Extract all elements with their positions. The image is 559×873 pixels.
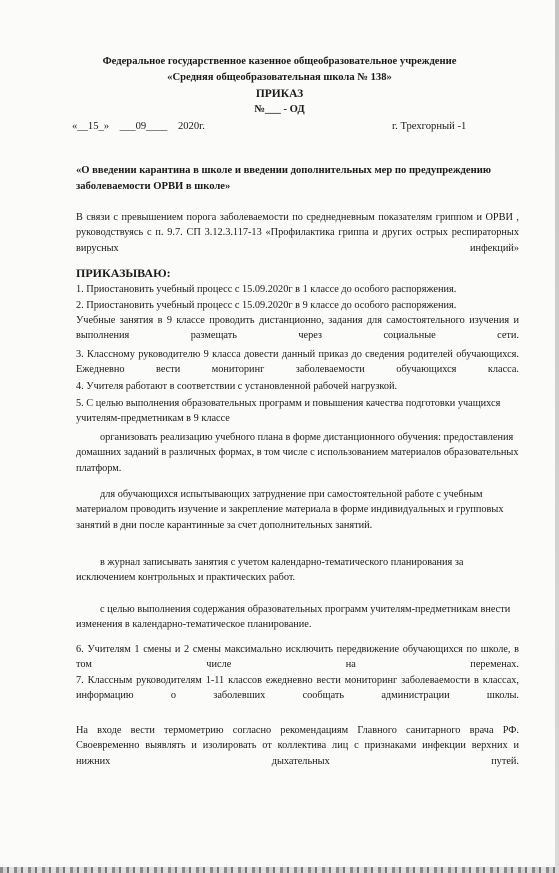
scan-right-edge [555,0,559,873]
item-2-details: Учебные занятия в 9 классе проводить дистанционно, задания для самостоятельного изучения и выполнения размещать через социальные сети. [76,315,519,342]
order-subject: «О введении карантина в школе и введении дополнительных мер по предупреждению заболеваемости ОРВИ в школе» [76,165,491,192]
order-date: «__15_» ___09____ 2020г. [72,121,205,132]
city: г. Трехгорный -1 [392,121,467,132]
item-5-curriculum: с целью выполнения содержания образовательных программ учителям-предметникам внести изменения в календарно-тематическое планирование. [76,604,511,631]
preamble: В связи с превышением порога заболеваемости по среднедневным показателям гриппом и ОРВИ , руководствуясь с п. 9.7. СП 3.12.3.117-13 «Профилактика гриппа и других острых респираторных вирусных инфекций» [76,212,519,254]
item-5-journal: в журнал записывать занятия с учетом календарно-тематического планирования за исключением контрольных и практических работ. [76,557,464,584]
item-5: 5. С целью выполнения образовательных программ и повышения качества подготовки учащихся учителям-предметникам в 9 классе [76,398,501,425]
date-line [72,121,492,132]
item-4: 4. Учителя работают в соответствии с установленной рабочей нагрузкой. [76,381,398,392]
item-7: 7. Классным руководителям 1-11 классов ежедневно вести мониторинг заболеваемости в классах, информацию о заболевших сообщать администрации школы. [76,675,519,702]
item-5-distance-learning: организовать реализацию учебного плана в форме дистанционного обучения: предоставления домашних заданий в различных формах, в том числе с использованием материалов образовательных платформ. [76,432,519,474]
item-3: 3. Классному руководителю 9 класса довести данный приказ до сведения родителей обучающихся. Ежедневно вести мониторинг заболеваемости обучающихся класса. [76,349,519,376]
order-number: №___ - ОД [254,104,305,115]
item-8-thermometry: На входе вести термометрию согласно рекомендациям Главного санитарного врача РФ. Своевременно выявлять и изолировать от коллектива лиц с признаками инфекции верхних и нижних дыхательных путей. [76,725,519,767]
item-6: 6. Учителям 1 смены и 2 смены максимально исключить передвижение обучающихся по школе, в том числе на переменах. [76,644,519,671]
document-type: ПРИКАЗ [255,88,304,100]
item-5-extra-lessons: для обучающихся испытывающих затруднение при самостоятельной работе с учебным материалом проводить изучение и закрепление материала в форме индивидуальных и групповых занятий в дни после карантинные за счет дополнительных занятий. [76,489,504,531]
order-heading: ПРИКАЗЫВАЮ: [76,266,171,280]
item-2: 2. Приостановить учебный процесс с 15.09.2020г в 9 классе до особого распоряжения. [76,300,457,311]
item-1: 1. Приостановить учебный процесс с 15.09.2020г в 1 классе до особого распоряжения. [76,284,457,295]
organization-name: Федеральное государственное казенное общеобразовательное учреждение [102,56,457,67]
school-name: «Средняя общеобразовательная школа № 138» [167,72,392,83]
scan-bottom-edge [0,867,559,873]
